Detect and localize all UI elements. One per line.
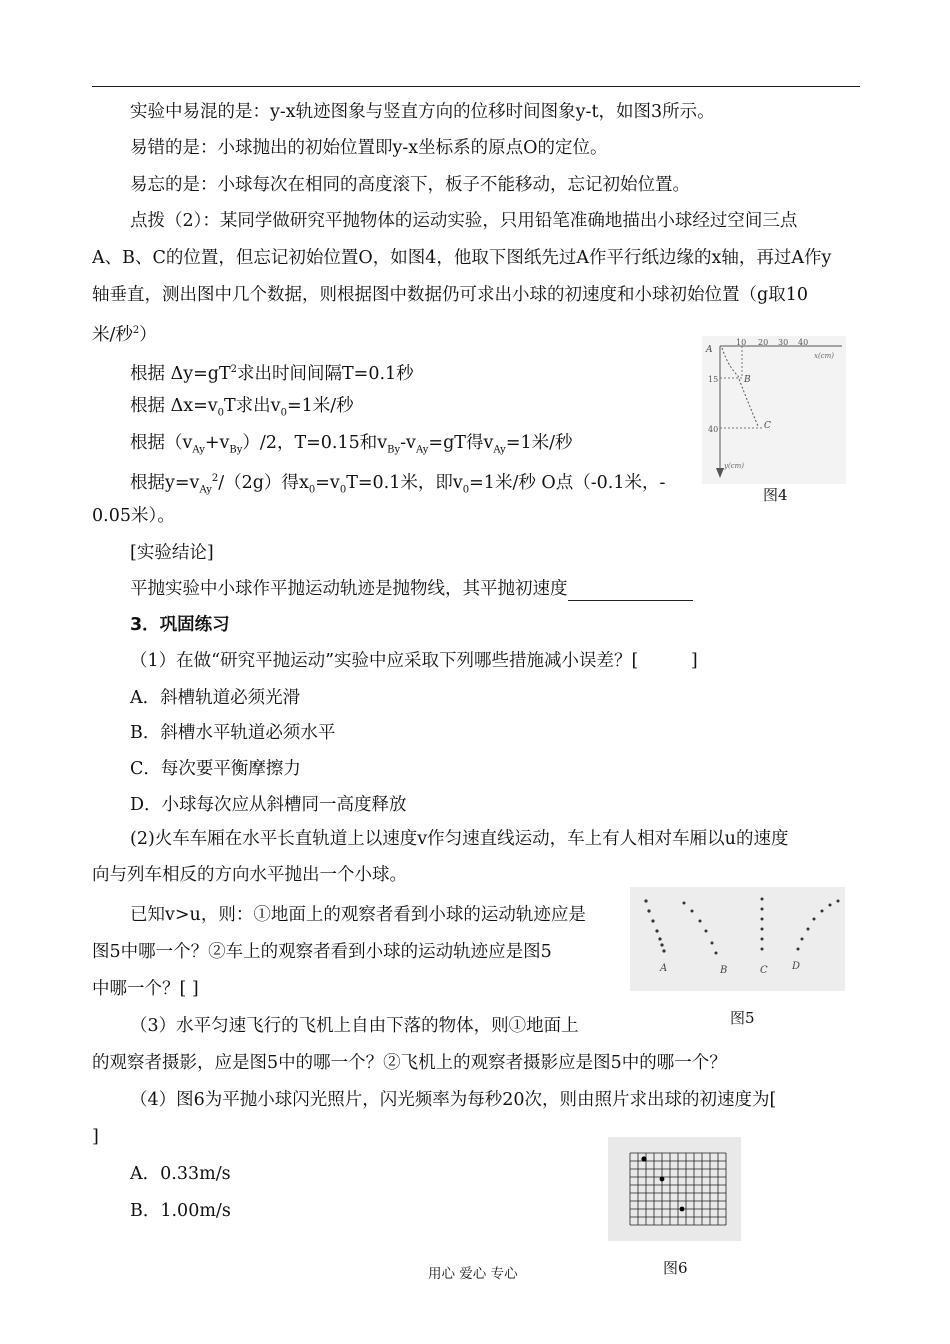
fig4-point-label: C [764,421,771,431]
fig4-y-axis-label: y(cm) [724,462,744,470]
text-line: [实验结论] [130,543,214,563]
section-heading: 3．巩固练习 [130,615,230,635]
fig4-point-label: B [744,375,751,385]
fig4-x-tick: 40 [798,338,809,347]
text-line: C．每次要平衡摩擦力 [130,759,301,779]
text-line: 的观察者摄影，应是图5中的哪一个？②飞机上的观察者摄影应是图5中的哪一个？ [92,1053,727,1073]
text-line: 轴垂直，测出图中几个数据，则根据图中数据仍可求出小球的初速度和小球初始位置（g取10 [92,285,808,305]
text-line: 易错的是：小球抛出的初始位置即y-x坐标系的原点O的定位。 [130,138,608,158]
figure-4-image [702,336,846,484]
header-rule [92,86,860,87]
answer-blank [568,582,693,601]
text-line: 根据 $\Delta y=gT^2$求出时间间隔T=0.1秒 [130,363,414,384]
text-line: （3）水平匀速飞行的飞机上自由下落的物体，则①地面上 [130,1016,579,1036]
page-footer: 用心 爱心 专心 [428,1266,518,1282]
fig4-x-axis-label: x(cm) [814,352,834,360]
text-line: 米/秒$^2$） [92,324,157,345]
text-line: A．斜槽轨道必须光滑 [130,688,301,708]
text-line: 点拨（2）：某同学做研究平抛物体的运动实验，只用铅笔准确地描出小球经过空间三点 [130,211,798,231]
fig4-x-tick: 20 [758,338,769,347]
text-line: 根据$(v_{Ay}+v_{By})/2$，T=0.15和$v_{By}-v_{Ay}=gT$得$v_{Ay}=1$米/秒 [130,433,573,456]
figure-5-image [630,887,845,991]
text-line: （1）在做“研究平抛运动”实验中应采取下列哪些措施减小误差？[ ] [130,651,698,671]
fig5-label: A [660,963,668,974]
text-line: ] [92,1127,99,1147]
text-line: 0.05米）。 [92,506,175,526]
text-line: （4）图6为平抛小球闪光照片，闪光频率为每秒20次，则由照片求出球的初速度为[ [130,1090,777,1110]
text-line: 向与列车相反的方向水平抛出一个小球。 [92,865,407,885]
text-line: 图5中哪一个？②车上的观察者看到小球的运动轨迹应是图5 [92,942,552,962]
text-line: D．小球每次应从斜槽同一高度释放 [130,795,407,815]
text-line: B．斜槽水平轨道必须水平 [130,723,336,743]
fig4-x-tick: 10 [736,338,747,347]
fig4-point-label: A [706,345,713,355]
fig5-label: B [720,965,728,976]
figure-4-caption: 图4 [763,486,788,504]
text-line: 实验中易混的是：y-x轨迹图象与竖直方向的位移时间图象y-t，如图3所示。 [130,102,715,122]
fig5-label: C [760,965,768,976]
text-line: 根据 $\Delta x=v_0T$求出$v_0=1$米/秒 [130,396,354,419]
text-line: A、B、C的位置，但忘记初始位置O，如图4，他取下图纸先过A作平行纸边缘的x轴，再过A作y [92,248,832,268]
figure-5-caption: 图5 [730,1009,755,1027]
fig5-label: D [792,961,801,972]
text-line: 易忘的是：小球每次在相同的高度滚下，板子不能移动，忘记初始位置。 [130,175,690,195]
text-line: B．1.00m/s [130,1201,231,1221]
text-line: 根据$y=v_{Ay}^2/(2g)$得$x_0=v_0T=0.1$米，即$v_0=1$米/秒 O点（-0.1米，- [130,472,666,496]
figure-6-image [608,1137,741,1241]
fig4-y-tick: 40 [708,425,719,434]
text-line: (2)火车车厢在水平长直轨道上以速度v作匀速直线运动，车上有人相对车厢以u的速度 [130,829,789,849]
figure-6-caption: 图6 [663,1259,688,1277]
text-line: A．0.33m/s [130,1164,231,1184]
text-line: 中哪一个？[ ] [92,979,199,999]
fig4-y-tick: 15 [708,375,719,384]
text-line: 平抛实验中小球作平抛运动轨迹是抛物线，其平抛初速度 [130,577,693,601]
fig4-x-tick: 30 [778,338,789,347]
text-line: 已知v>u，则：①地面上的观察者看到小球的运动轨迹应是 [130,905,586,925]
